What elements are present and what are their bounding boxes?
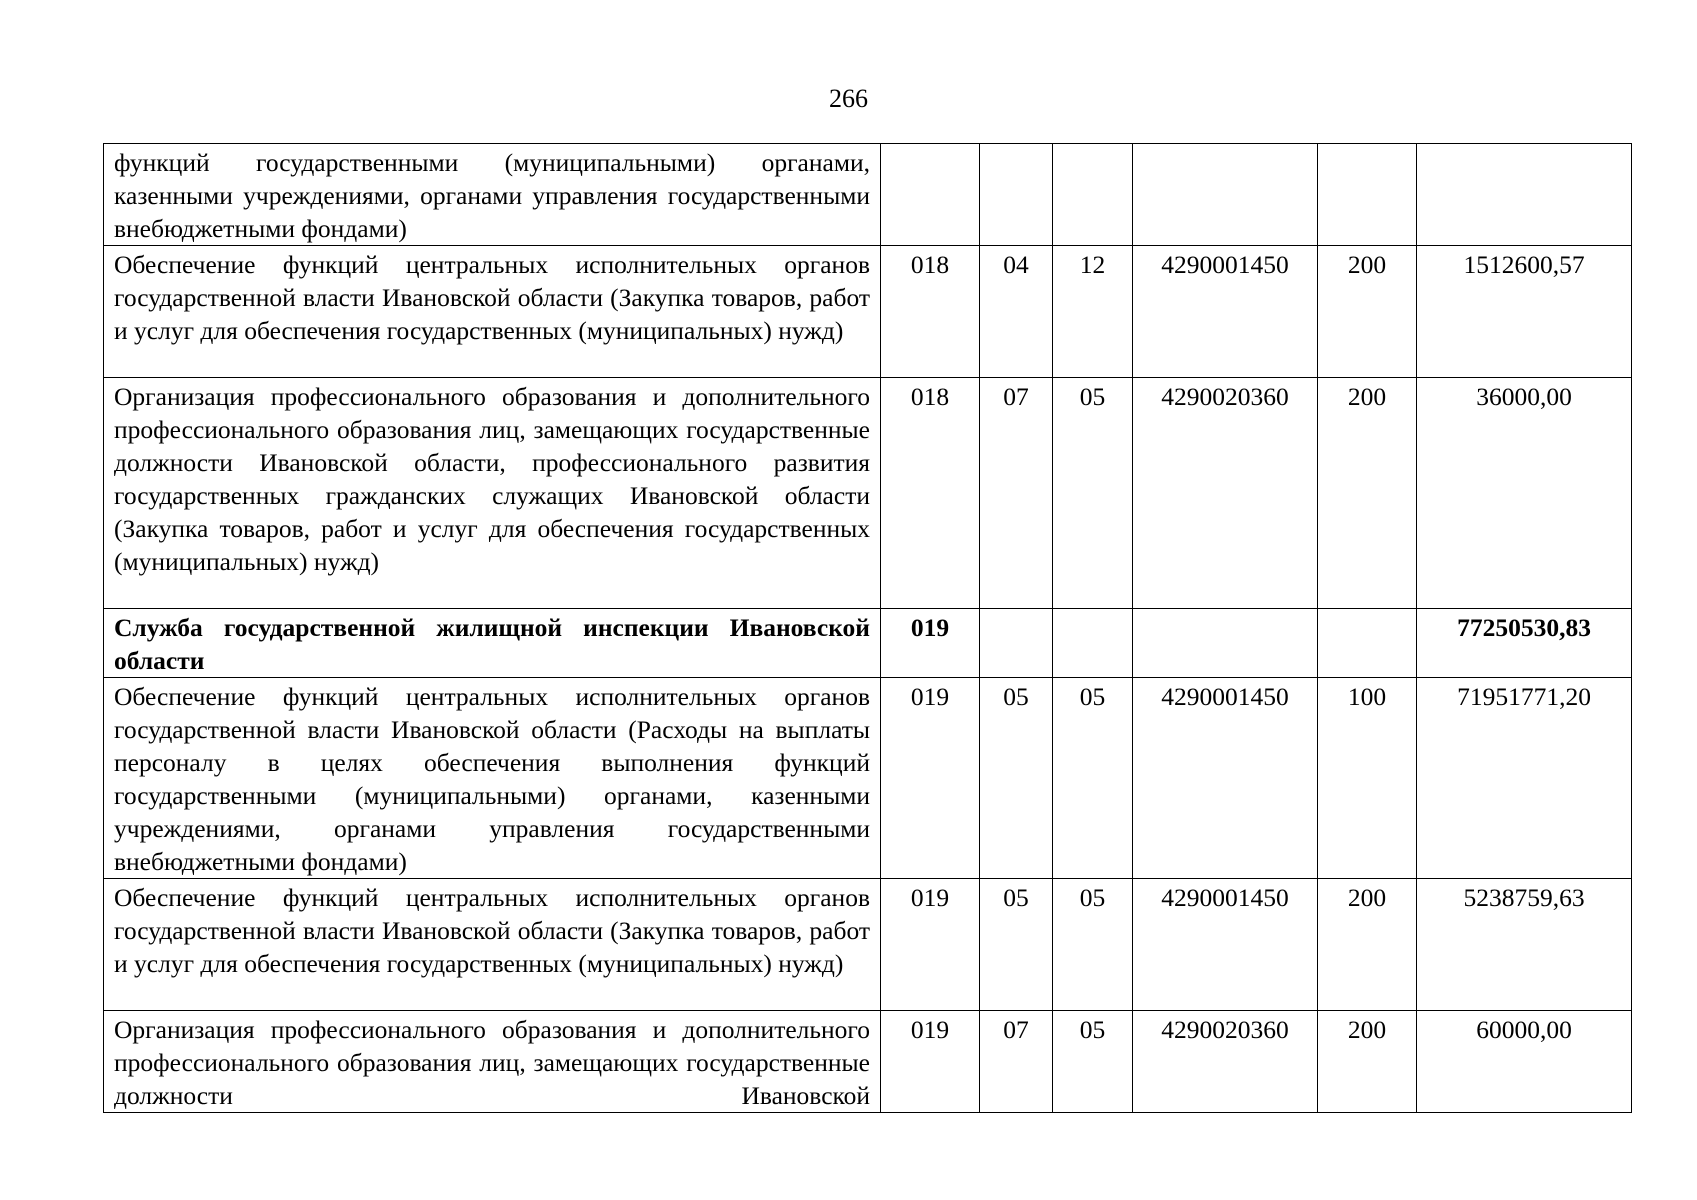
section-cell <box>980 609 1053 678</box>
table-row <box>104 678 1632 879</box>
expense-type-cell: 100 <box>1318 678 1417 879</box>
section-cell: 04 <box>980 246 1053 378</box>
table-row <box>104 246 1632 378</box>
table-row <box>104 609 1632 678</box>
expense-type-cell: 200 <box>1318 378 1417 609</box>
section-cell: 05 <box>980 879 1053 1011</box>
subsection-cell: 05 <box>1053 678 1133 879</box>
amount-cell: 5238759,63 <box>1417 879 1632 1011</box>
row-name-cell: Служба государственной жилищной инспекции Ивановской области <box>104 609 881 678</box>
row-name-cell: Обеспечение функций центральных исполнительных органов государственной власти Ивановской области (Расходы на выплаты персоналу в целях обеспечения выполнения функций государственными (муниципальными) органами, казенными учреждениями, органами управления государственными внебюджетными фондами) <box>104 678 881 879</box>
expense-type-cell <box>1318 144 1417 246</box>
amount-cell: 77250530,83 <box>1417 609 1632 678</box>
subsection-cell: 05 <box>1053 1011 1133 1113</box>
amount-cell: 71951771,20 <box>1417 678 1632 879</box>
grbs-cell: 018 <box>881 378 980 609</box>
subsection-cell: 05 <box>1053 378 1133 609</box>
target-article-cell <box>1133 144 1318 246</box>
subsection-cell: 05 <box>1053 879 1133 1011</box>
grbs-cell: 019 <box>881 609 980 678</box>
expense-type-cell: 200 <box>1318 879 1417 1011</box>
budget-table <box>103 143 1632 1113</box>
amount-cell <box>1417 144 1632 246</box>
grbs-cell: 019 <box>881 1011 980 1113</box>
row-name-cell: Обеспечение функций центральных исполнительных органов государственной власти Ивановской области (Закупка товаров, работ и услуг для обеспечения государственных (муниципальных) нужд) <box>104 246 881 378</box>
target-article-cell: 4290001450 <box>1133 246 1318 378</box>
row-name-cell: функций государственными (муниципальными) органами, казенными учреждениями, органами управления государственными внебюджетными фондами) <box>104 144 881 246</box>
expense-type-cell: 200 <box>1318 246 1417 378</box>
table-row <box>104 1011 1632 1113</box>
grbs-cell <box>881 144 980 246</box>
target-article-cell: 4290020360 <box>1133 378 1318 609</box>
target-article-cell: 4290001450 <box>1133 879 1318 1011</box>
target-article-cell: 4290020360 <box>1133 1011 1318 1113</box>
table-row <box>104 144 1632 246</box>
subsection-cell: 12 <box>1053 246 1133 378</box>
table-row <box>104 879 1632 1011</box>
section-cell <box>980 144 1053 246</box>
row-name-cell: Организация профессионального образования и дополнительного профессионального образования лиц, замещающих государственные должности Ивановской области, профессионального развития государственных гражданских служащих Ивановской области (Закупка товаров, работ и услуг для обеспечения государственных (муниципальных) нужд) <box>104 378 881 609</box>
subsection-cell <box>1053 144 1133 246</box>
page-number: 266 <box>829 84 868 113</box>
expense-type-cell: 200 <box>1318 1011 1417 1113</box>
target-article-cell: 4290001450 <box>1133 678 1318 879</box>
section-cell: 05 <box>980 678 1053 879</box>
row-name-cell: Организация профессионального образования и дополнительного профессионального образования лиц, замещающих государственные должности Ивановской <box>104 1011 881 1113</box>
section-cell: 07 <box>980 1011 1053 1113</box>
grbs-cell: 018 <box>881 246 980 378</box>
target-article-cell <box>1133 609 1318 678</box>
grbs-cell: 019 <box>881 879 980 1011</box>
amount-cell: 60000,00 <box>1417 1011 1632 1113</box>
table-row <box>104 378 1632 609</box>
subsection-cell <box>1053 609 1133 678</box>
amount-cell: 1512600,57 <box>1417 246 1632 378</box>
table-body <box>104 144 1632 1113</box>
amount-cell: 36000,00 <box>1417 378 1632 609</box>
section-cell: 07 <box>980 378 1053 609</box>
expense-type-cell <box>1318 609 1417 678</box>
grbs-cell: 019 <box>881 678 980 879</box>
row-name-cell: Обеспечение функций центральных исполнительных органов государственной власти Ивановской области (Закупка товаров, работ и услуг для обеспечения государственных (муниципальных) нужд) <box>104 879 881 1011</box>
